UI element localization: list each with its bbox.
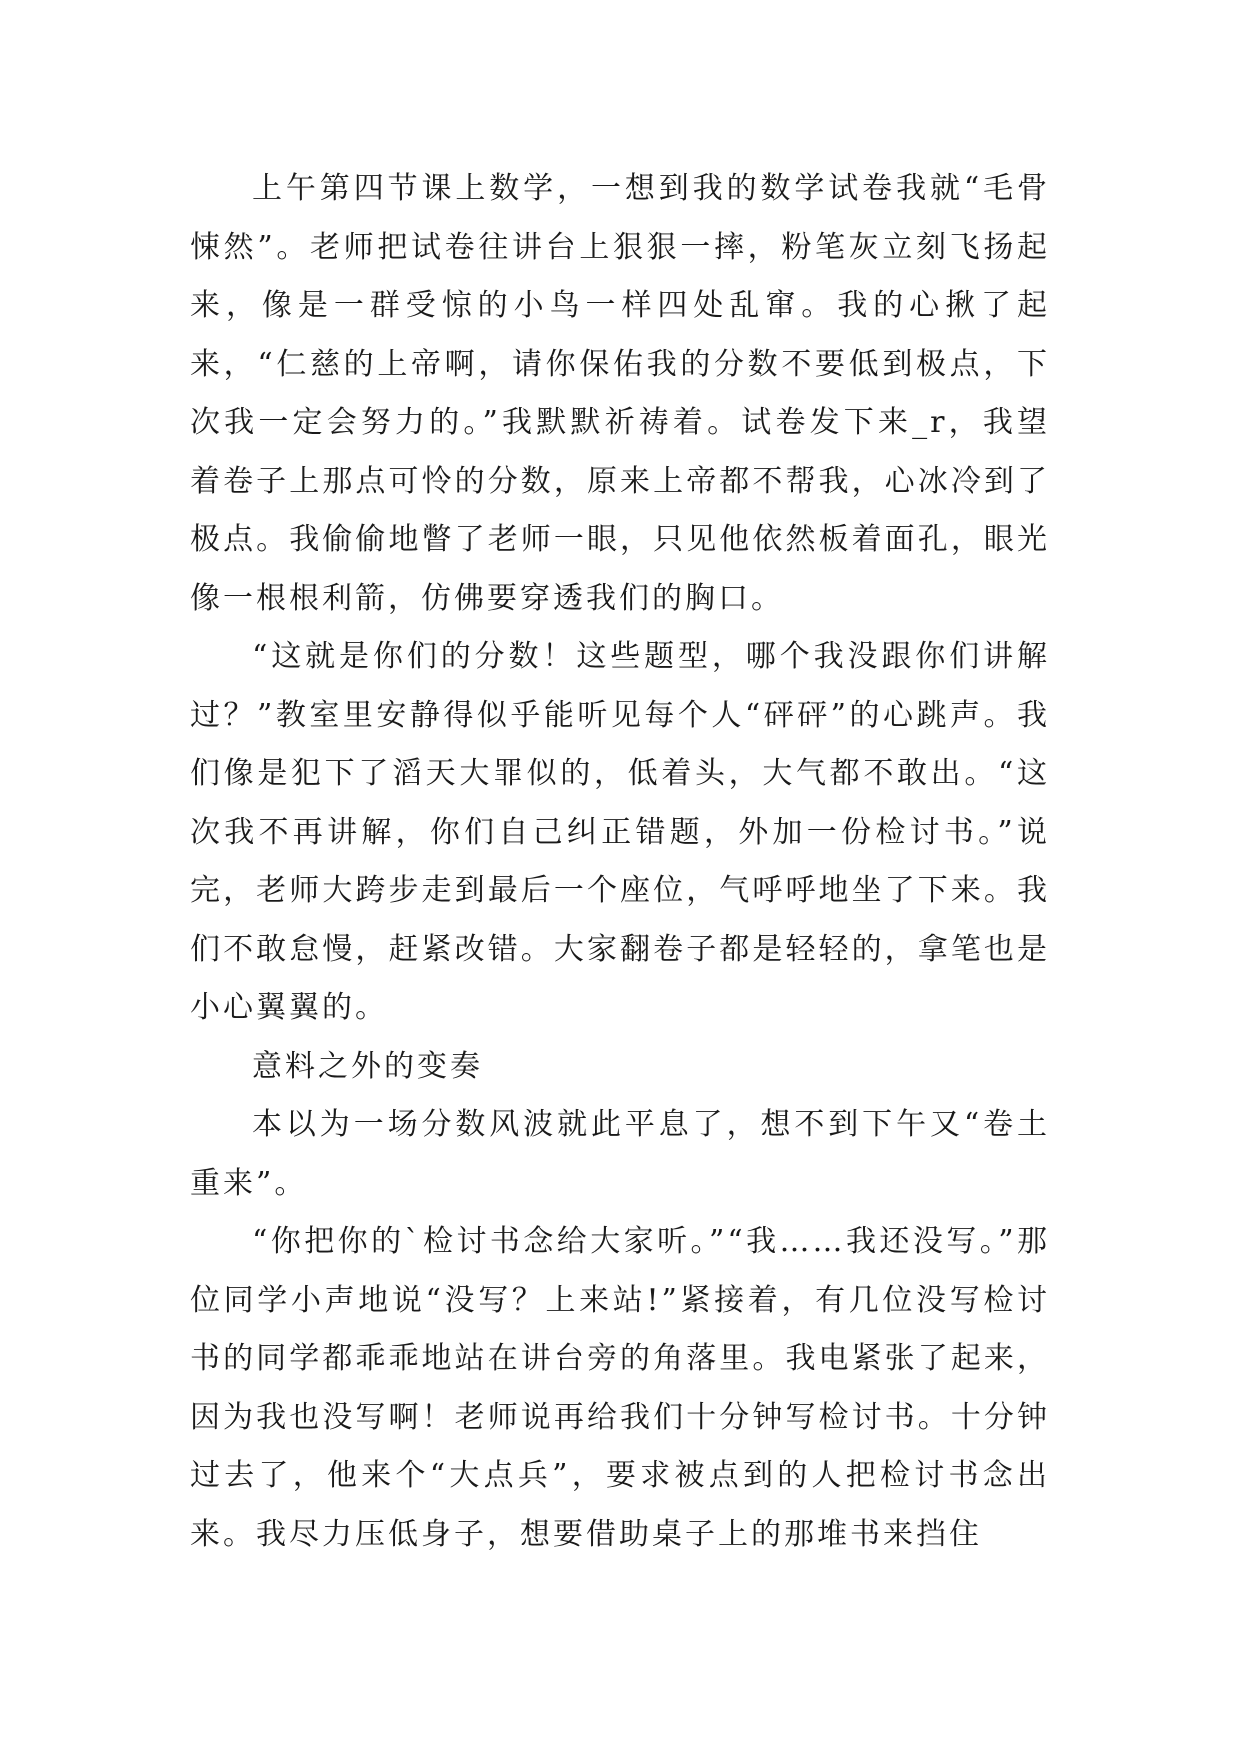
paragraph-1: 上午第四节课上数学，一想到我的数学试卷我就“毛骨悚然”。老师把试卷往讲台上狠狠一摔，粉笔灰立刻飞扬起来，像是一群受惊的小鸟一样四处乱窜。我的心揪了起来，“仁慈的上帝啊，请你保佑我的分数不要低到极点，下次我一定会努力的。”我默默祈祷着。试卷发下来_r，我望着卷子上那点可怜的分数，原来上帝都不帮我，心冰冷到了极点。我偷偷地瞥了老师一眼，只见他依然板着面孔，眼光像一根根利箭，仿佛要穿透我们的胸口。 <box>190 171 1050 616</box>
paragraph-2: “这就是你们的分数！这些题型，哪个我没跟你们讲解过？”教室里安静得似乎能听见每个人“砰砰”的心跳声。我们像是犯下了滔天大罪似的，低着头，大气都不敢出。“这次我不再讲解，你们自己纠正错题，外加一份检讨书。”说完，老师大跨步走到最后一个座位，气呼呼地坐了下来。我们不敢怠慢，赶紧改错。大家翻卷子都是轻轻的，拿笔也是小心翼翼的。 <box>190 639 1050 1025</box>
section-heading: 意料之外的变奏 <box>252 1048 483 1084</box>
paragraph-4: “你把你的`检讨书念给大家听。”“我……我还没写。”那位同学小声地说“没写？上来站!”紧接着，有几位没写检讨书的同学都乖乖地站在讲台旁的角落里。我电紧张了起来，因为我也没写啊！老师说再给我们十分钟写检讨书。十分钟过去了，他来个“大点兵”，要求被点到的人把检讨书念出来。我尽力压低身子，想要借助桌子上的那堆书来挡住 <box>190 1224 1050 1552</box>
document-body <box>190 160 1050 1564</box>
paragraph-3: 本以为一场分数风波就此平息了，想不到下午又“卷土重来”。 <box>190 1107 1050 1201</box>
